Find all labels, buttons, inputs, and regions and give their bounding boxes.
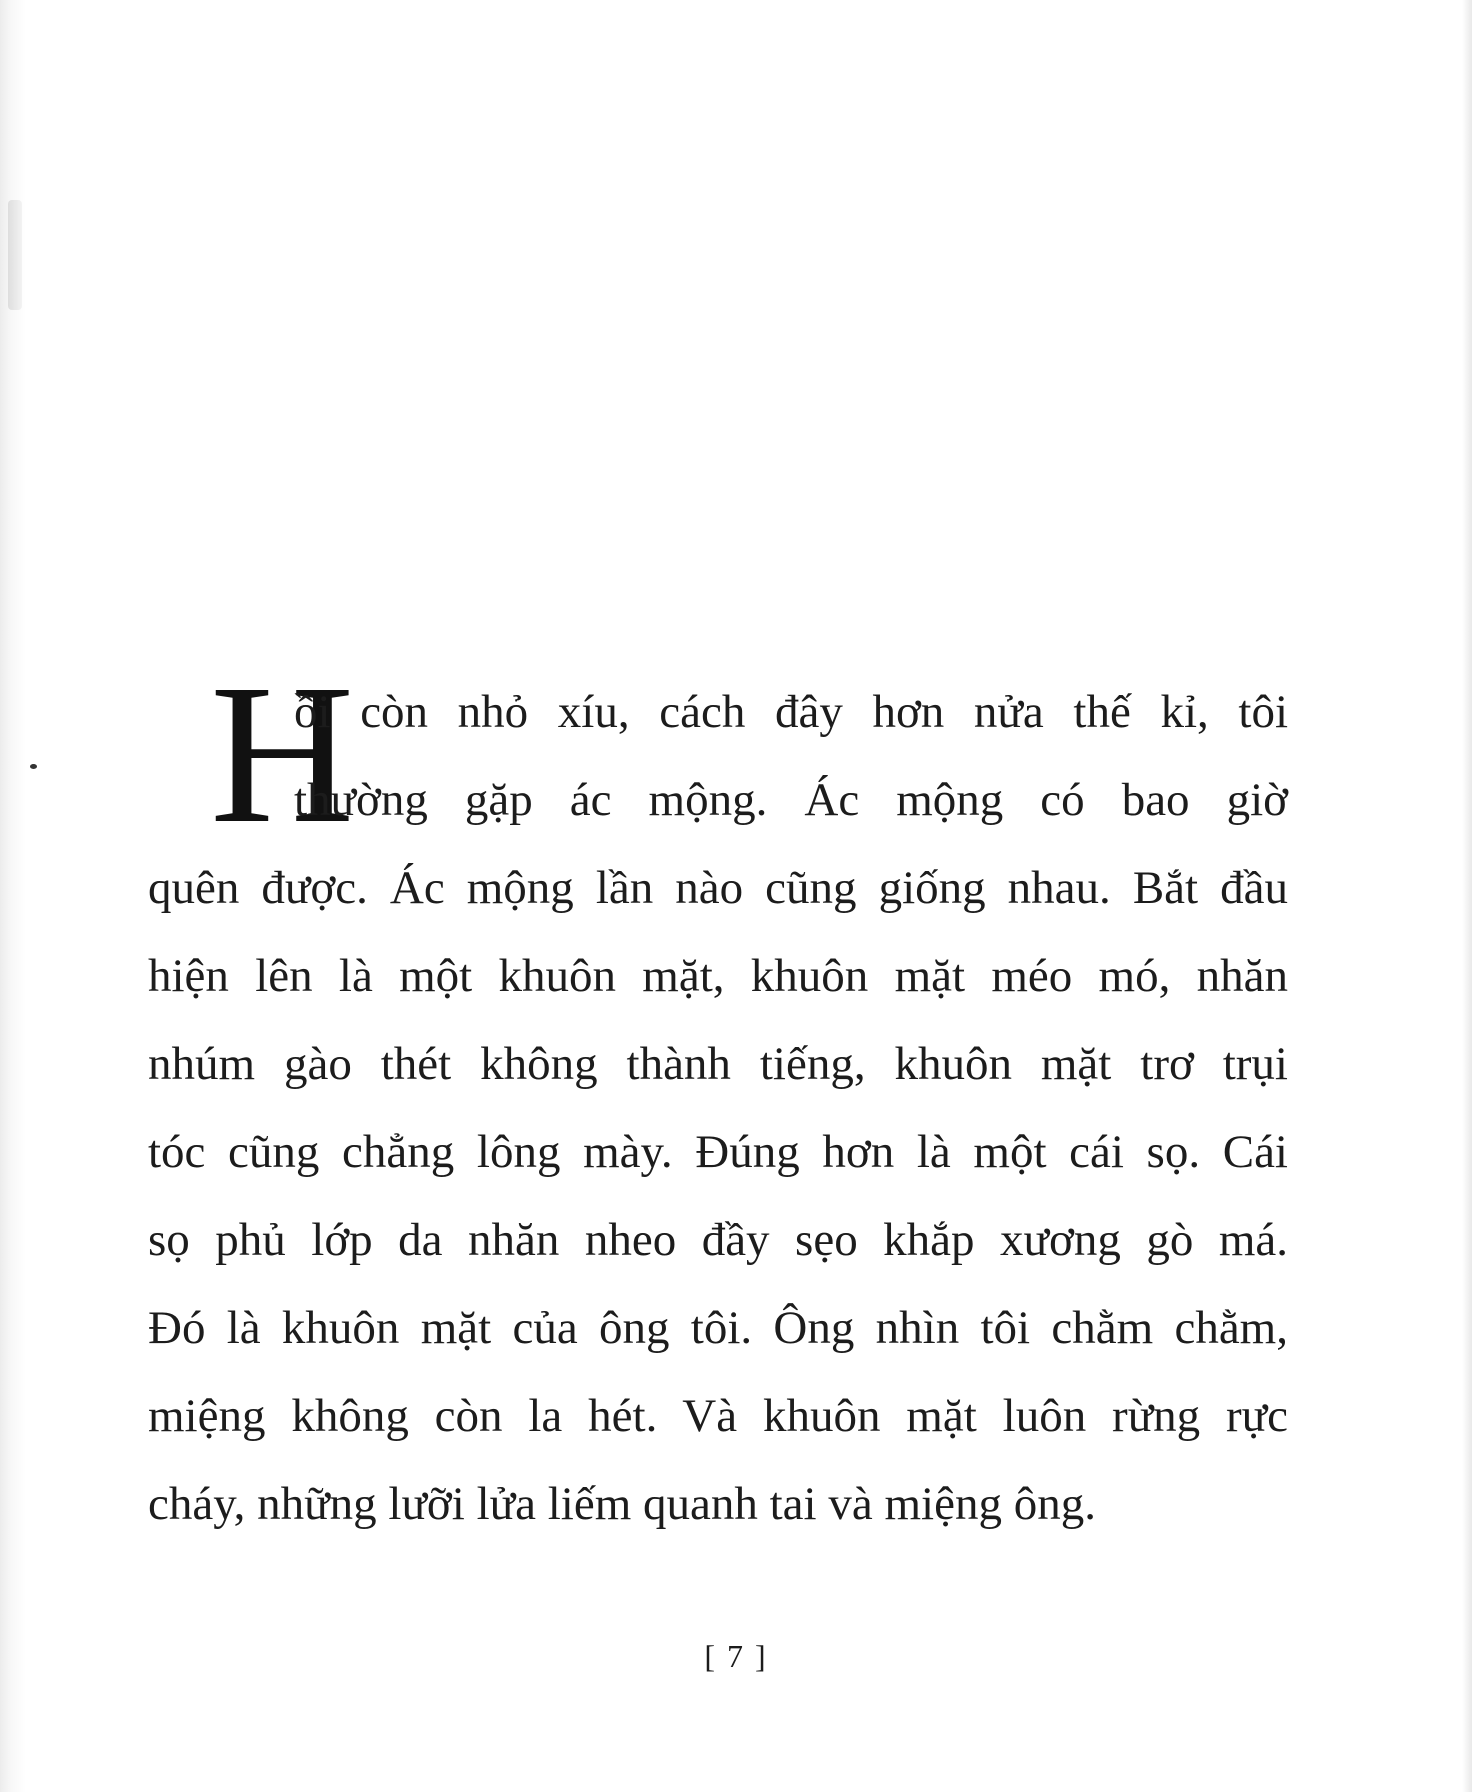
text-line-6: tóc cũng chẳng lông mày. Đúng hơn là một cái sọ. Cái xyxy=(148,1126,1288,1178)
text-line-7: sọ phủ lớp da nhăn nheo đầy sẹo khắp xương gò má. xyxy=(148,1214,1288,1266)
text-line-2: thường gặp ác mộng. Ác mộng có bao giờ xyxy=(294,774,1288,826)
text-line-10: cháy, những lưỡi lửa liếm quanh tai và miệng ông. xyxy=(148,1478,1096,1530)
drop-cap: H xyxy=(210,644,355,865)
scan-right-edge xyxy=(1462,0,1472,1792)
text-line-5: nhúm gào thét không thành tiếng, khuôn mặt trơ trụi xyxy=(148,1038,1288,1090)
text-line-8: Đó là khuôn mặt của ông tôi. Ông nhìn tôi chằm chằm, xyxy=(148,1302,1288,1354)
scan-speck xyxy=(30,764,37,769)
text-line-1: ồi còn nhỏ xíu, cách đây hơn nửa thế kỉ, tôi xyxy=(294,686,1288,738)
scan-binding-shadow xyxy=(8,200,22,310)
text-line-3: quên được. Ác mộng lần nào cũng giống nhau. Bắt đầu xyxy=(148,862,1288,914)
page-number: [ 7 ] xyxy=(704,1638,768,1674)
text-line-9: miệng không còn la hét. Và khuôn mặt luôn rừng rực xyxy=(148,1390,1288,1442)
text-line-4: hiện lên là một khuôn mặt, khuôn mặt méo mó, nhăn xyxy=(148,950,1288,1002)
